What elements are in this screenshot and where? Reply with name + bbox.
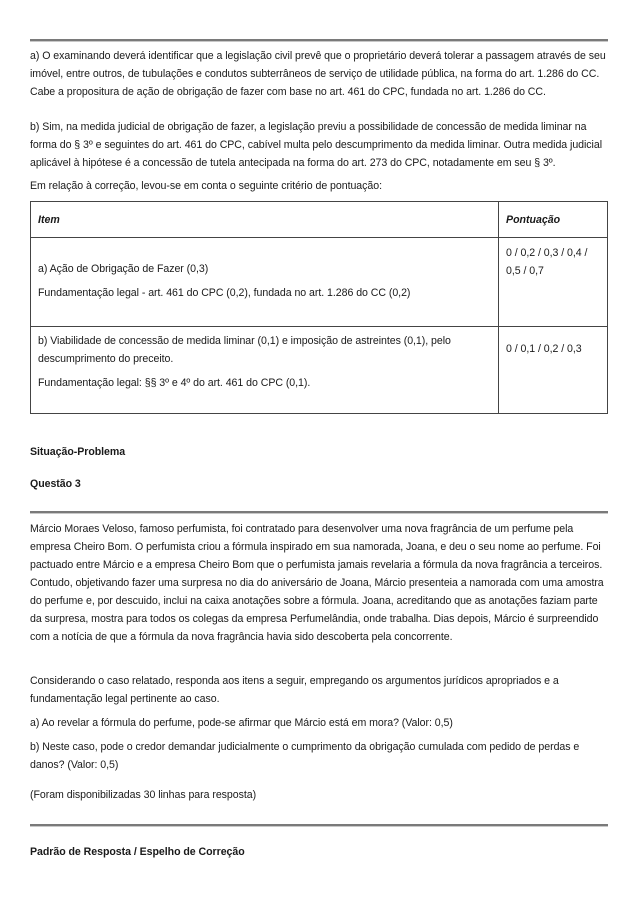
table-row — [31, 327, 608, 414]
criteria-table — [30, 201, 608, 414]
case-text: Márcio Moraes Veloso, famoso perfumista, foi contratado para desenvolver uma nova fragrância de um perfume pela empresa Cheiro Bom. O perfumista criou a fórmula inspirado em sua namorada, Joana, e deu o seu nome ao perfume. Foi pactuado entre Márcio e a empresa Cheiro Bom que o perfumista jamais revelaria a fórmula da nova fragrância a terceiros. Contudo, objetivando fazer uma surpresa no dia do aniversário de Joana, Márcio presenteia a namorada com uma amostra do perfume e, por descuido, inclui na caixa anotações sobre a fórmula. Joana, acreditando que as anotações faziam parte da surpresa, mostra para todos os colegas da empresa Perfumelândia, onde trabalha. Dias depois, Márcio é surpreendido com a notícia de que a fórmula da nova fragrância havia sido descoberta pela concorrente. — [30, 523, 604, 643]
header-score: Pontuação — [506, 214, 561, 226]
question-item-a: a) Ao revelar a fórmula do perfume, pode-se afirmar que Márcio está em mora? (Valor: 0,5) — [30, 717, 453, 729]
row1-score: 0 / 0,2 / 0,3 / 0,4 / 0,5 / 0,7 — [506, 247, 588, 277]
answer-paragraph-b: b) Sim, na medida judicial de obrigação de fazer, a legislação previu a possibilidade de concessão de medida liminar na forma do § 3º e seguintes do art. 461 do CPC, cabível multa pelo descumprimento da medida liminar. Outra medida judicial aplicável à hipótese é a concessão de tutela antecipada na forma do art. 273 do CPC, notadamente em seu § 3º. — [30, 121, 603, 169]
row1-item-line2: Fundamentação legal - art. 461 do CPC (0,2), fundada no art. 1.286 do CC (0,2) — [38, 287, 411, 299]
footer-title: Padrão de Resposta / Espelho de Correção — [30, 846, 245, 858]
top-divider — [30, 39, 608, 42]
row2-item-line1: b) Viabilidade de concessão de medida liminar (0,1) e imposição de astreintes (0,1), pelo descumprimento do preceito. — [38, 335, 451, 365]
question-divider — [30, 511, 608, 514]
row2-item-line2: Fundamentação legal: §§ 3º e 4º do art. 461 do CPC (0,1). — [38, 377, 311, 389]
table-header-row — [31, 202, 608, 238]
bottom-divider — [30, 824, 608, 827]
section-title: Situação-Problema — [30, 446, 126, 458]
header-item: Item — [38, 214, 60, 226]
table-row — [31, 238, 608, 327]
answer-paragraph-a: a) O examinando deverá identificar que a legislação civil prevê que o proprietário deverá tolerar a passagem através de seu imóvel, entre outros, de tubulações e condutos subterrâneos de serviço de utilidade pública, na forma do art. 1.286 do CC. Cabe a propositura de ação de obrigação de fazer com base no art. 461 do CPC, fundada no art. 1.286 do CC. — [30, 50, 606, 98]
question-title: Questão 3 — [30, 478, 81, 490]
criteria-intro: Em relação à correção, levou-se em conta o seguinte critério de pontuação: — [30, 180, 382, 192]
row1-item-line1: a) Ação de Obrigação de Fazer (0,3) — [38, 263, 209, 275]
lines-note: (Foram disponibilizadas 30 linhas para resposta) — [30, 789, 257, 801]
row2-score: 0 / 0,1 / 0,2 / 0,3 — [506, 343, 582, 355]
question-item-b: b) Neste caso, pode o credor demandar judicialmente o cumprimento da obrigação cumulada com pedido de perdas e danos? (Valor: 0,5) — [30, 741, 580, 771]
instruction-text: Considerando o caso relatado, responda aos itens a seguir, empregando os argumentos jurídicos apropriados e a fundamentação legal pertinente ao caso. — [30, 675, 559, 705]
